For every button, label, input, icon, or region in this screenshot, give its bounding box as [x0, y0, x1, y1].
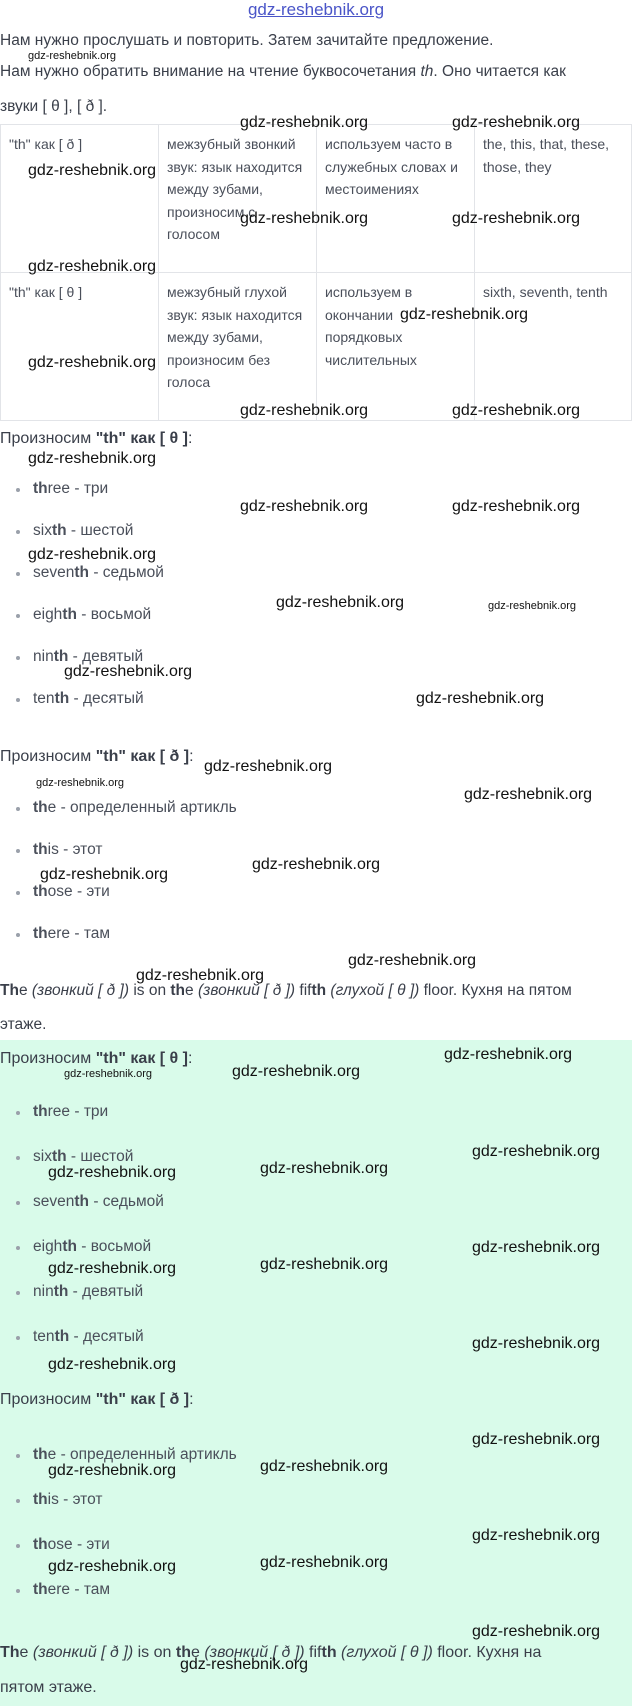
word-part: is - этот: [47, 1491, 103, 1508]
word-th: th: [53, 1283, 69, 1300]
watermark: gdz-reshebnik.org: [452, 498, 581, 515]
watermark: gdz-reshebnik.org: [28, 450, 157, 467]
heading-pre: Произносим: [0, 430, 96, 447]
bullet: [16, 614, 20, 618]
watermark: gdz-reshebnik.org: [28, 258, 157, 275]
watermark: gdz-reshebnik.org: [464, 786, 593, 803]
section-heading-eth: [0, 748, 194, 766]
watermark: gdz-reshebnik.org: [452, 402, 581, 419]
word-part: ten: [33, 690, 55, 707]
watermark: gdz-reshebnik.org: [64, 1068, 153, 1080]
word-part: nin: [33, 648, 54, 665]
bullet: [16, 1544, 20, 1548]
sentence-line-2-repeat: пятом этаже.: [0, 1679, 97, 1696]
word-th: th: [33, 1491, 48, 1508]
bullet: [16, 1246, 20, 1250]
watermark: gdz-reshebnik.org: [472, 1431, 601, 1448]
watermark: gdz-reshebnik.org: [260, 1554, 389, 1571]
word-th: th: [33, 480, 48, 497]
watermark: gdz-reshebnik.org: [444, 1046, 573, 1063]
watermark: gdz-reshebnik.org: [260, 1160, 389, 1177]
word-part: six: [33, 1148, 52, 1165]
word-part: - седьмой: [89, 1193, 164, 1210]
th-bold: th: [175, 1644, 191, 1661]
th-bold: Th: [0, 1644, 20, 1661]
th-bold: th: [311, 982, 327, 999]
word-part: ose - эти: [47, 883, 110, 900]
bullet: [16, 572, 20, 576]
heading-post: :: [189, 1391, 194, 1408]
table-cell: используем часто в служебных словах и местоимениях: [317, 125, 475, 273]
bullet: [16, 698, 20, 702]
bullet: [16, 1111, 20, 1115]
watermark: gdz-reshebnik.org: [416, 690, 545, 707]
table-cell: "th" как [ θ ]: [1, 273, 159, 421]
word-part: - девятый: [68, 648, 144, 665]
sound-note: (звонкий [ ð ]): [204, 1644, 305, 1661]
word-part: eigh: [33, 1238, 63, 1255]
section-heading-theta-repeat: [0, 1050, 192, 1068]
word-part: ere - там: [47, 1581, 111, 1598]
text-part: fif: [304, 1644, 322, 1661]
word-part: e - определенный артикль: [47, 799, 237, 816]
sentence-line-2: этаже.: [0, 1016, 47, 1033]
word-th: th: [33, 841, 48, 858]
intro-line-2-b: . Оно читается как: [433, 63, 566, 80]
watermark: gdz-reshebnik.org: [48, 1356, 177, 1373]
word-th: th: [33, 799, 48, 816]
text-part: is on: [129, 982, 171, 999]
th-bold: th: [170, 982, 186, 999]
word-part: - десятый: [69, 1328, 144, 1345]
sound-note: (звонкий [ ð ]): [31, 982, 130, 999]
intro-line-1: Нам нужно прослушать и повторить. Затем зачитайте предложение.: [0, 32, 494, 49]
heading-bold: "th" как [ ð ]: [95, 1391, 190, 1408]
site-link[interactable]: gdz-reshebnik.org: [247, 0, 385, 19]
word-part: ten: [33, 1328, 55, 1345]
watermark: gdz-reshebnik.org: [28, 50, 117, 62]
section-heading-theta: [0, 430, 192, 448]
bullet: [16, 933, 20, 937]
watermark: gdz-reshebnik.org: [40, 866, 169, 883]
text-part: is on: [133, 1644, 176, 1661]
heading-pre: Произносим: [0, 1050, 96, 1067]
word-part: six: [33, 522, 52, 539]
heading-bold: "th" как [ θ ]: [95, 430, 188, 447]
watermark: gdz-reshebnik.org: [136, 967, 265, 984]
word-part: - шестой: [66, 1148, 134, 1165]
word-th: th: [33, 883, 48, 900]
watermark: gdz-reshebnik.org: [488, 600, 577, 612]
text-part: e: [185, 982, 198, 999]
bullet: [16, 1201, 20, 1205]
bullet: [16, 530, 20, 534]
watermark: gdz-reshebnik.org: [472, 1335, 601, 1352]
table-cell: используем в окончании порядковых числительных: [317, 273, 475, 421]
watermark: gdz-reshebnik.org: [240, 114, 369, 131]
table-row: [1, 273, 632, 421]
text-part: e: [18, 982, 32, 999]
word-th: th: [51, 1148, 67, 1165]
watermark: gdz-reshebnik.org: [260, 1256, 389, 1273]
word-part: ree - три: [47, 480, 109, 497]
word-th: th: [33, 1103, 48, 1120]
word-th: th: [54, 1328, 70, 1345]
watermark: gdz-reshebnik.org: [452, 210, 581, 227]
word-part: is - этот: [47, 841, 103, 858]
text-part: floor. Кухня на: [432, 1644, 542, 1661]
bullet: [16, 1454, 20, 1458]
watermark: gdz-reshebnik.org: [180, 1656, 309, 1673]
word-part: - шестой: [66, 522, 134, 539]
watermark: gdz-reshebnik.org: [36, 777, 125, 789]
word-part: ose - эти: [47, 1536, 110, 1553]
watermark: gdz-reshebnik.org: [48, 1462, 177, 1479]
watermark: gdz-reshebnik.org: [64, 663, 193, 680]
watermark: gdz-reshebnik.org: [260, 1458, 389, 1475]
table-cell: "th" как [ ð ]: [1, 125, 159, 273]
word-th: th: [51, 522, 67, 539]
heading-post: :: [187, 1050, 193, 1067]
bullet: [16, 891, 20, 895]
word-part: - восьмой: [76, 1238, 152, 1255]
heading-bold: "th" как [ ð ]: [95, 748, 190, 765]
word-part: - восьмой: [76, 606, 152, 623]
word-th: th: [33, 1446, 48, 1463]
word-th: th: [33, 1581, 48, 1598]
bullet: [16, 1589, 20, 1593]
sentence-line-1-repeat: [0, 1636, 630, 1670]
watermark: gdz-reshebnik.org: [276, 594, 405, 611]
table-cell: the, this, that, these, those, they: [475, 125, 632, 273]
watermark: gdz-reshebnik.org: [348, 952, 477, 969]
watermark: gdz-reshebnik.org: [472, 1143, 601, 1160]
word-th: th: [53, 648, 69, 665]
table-cell: sixth, seventh, tenth: [475, 273, 632, 421]
heading-post: :: [187, 430, 193, 447]
sound-note: (звонкий [ ð ]): [197, 982, 296, 999]
word-part: - девятый: [68, 1283, 144, 1300]
word-th: th: [33, 1536, 48, 1553]
intro-line-2-a: Нам нужно обратить внимание на чтение буквосочетания: [0, 63, 421, 80]
word-part: e - определенный артикль: [47, 1446, 237, 1463]
heading-post: :: [189, 748, 194, 765]
word-th: th: [62, 1238, 77, 1255]
watermark: gdz-reshebnik.org: [204, 758, 333, 775]
th-bold: Th: [0, 982, 19, 999]
text-part: floor. Кухня на пятом: [419, 982, 572, 999]
heading-pre: Произносим: [0, 748, 96, 765]
table-row: [1, 125, 632, 273]
sentence-line-1: [0, 974, 630, 1008]
word-th: th: [62, 606, 77, 623]
word-th: th: [74, 1193, 90, 1210]
watermark: gdz-reshebnik.org: [472, 1623, 601, 1640]
word-part: seven: [33, 564, 75, 581]
watermark: gdz-reshebnik.org: [28, 546, 157, 563]
section-heading-eth-repeat: [0, 1391, 194, 1409]
watermark: gdz-reshebnik.org: [240, 210, 369, 227]
watermark: gdz-reshebnik.org: [48, 1164, 177, 1181]
word-th: th: [54, 690, 70, 707]
watermark: gdz-reshebnik.org: [240, 402, 369, 419]
bullet: [16, 656, 20, 660]
bullet: [16, 807, 20, 811]
bullet: [16, 488, 20, 492]
watermark: gdz-reshebnik.org: [472, 1239, 601, 1256]
word-part: - десятый: [69, 690, 144, 707]
sound-note: (глухой [ θ ]): [336, 1644, 433, 1661]
sound-note: (звонкий [ ð ]): [32, 1644, 134, 1661]
sound-note: (глухой [ θ ]): [326, 982, 420, 999]
table-cell: межзубный глухой звук: язык находится между зубами, произносим без голоса: [159, 273, 317, 421]
word-part: ere - там: [47, 925, 111, 942]
watermark: gdz-reshebnik.org: [452, 114, 581, 131]
word-part: eigh: [33, 606, 63, 623]
text-part: e: [190, 1644, 205, 1661]
bullet: [16, 1291, 20, 1295]
watermark: gdz-reshebnik.org: [240, 498, 369, 515]
watermark: gdz-reshebnik.org: [28, 354, 157, 371]
watermark: gdz-reshebnik.org: [48, 1260, 177, 1277]
intro-line-2-th: th: [420, 63, 434, 80]
watermark: gdz-reshebnik.org: [232, 1063, 361, 1080]
word-part: nin: [33, 1283, 54, 1300]
watermark: gdz-reshebnik.org: [48, 1558, 177, 1575]
watermark: gdz-reshebnik.org: [472, 1527, 601, 1544]
th-bold: th: [321, 1644, 337, 1661]
word-part: - седьмой: [89, 564, 164, 581]
text-part: e: [19, 1644, 33, 1661]
word-part: ree - три: [47, 1103, 109, 1120]
bullet: [16, 1156, 20, 1160]
text-part: fif: [295, 982, 312, 999]
word-part: seven: [33, 1193, 75, 1210]
bullet: [16, 1336, 20, 1340]
bullet: [16, 1499, 20, 1503]
heading-bold: "th" как [ θ ]: [95, 1050, 188, 1067]
intro-line-3: звуки [ θ ], [ ð ].: [0, 98, 108, 115]
heading-pre: Произносим: [0, 1391, 96, 1408]
word-th: th: [74, 564, 90, 581]
watermark: gdz-reshebnik.org: [252, 856, 381, 873]
watermark: gdz-reshebnik.org: [400, 306, 529, 323]
table-cell: межзубный звонкий звук: язык находится между зубами, произносим с голосом: [159, 125, 317, 273]
watermark: gdz-reshebnik.org: [28, 162, 157, 179]
bullet: [16, 849, 20, 853]
word-th: th: [33, 925, 48, 942]
